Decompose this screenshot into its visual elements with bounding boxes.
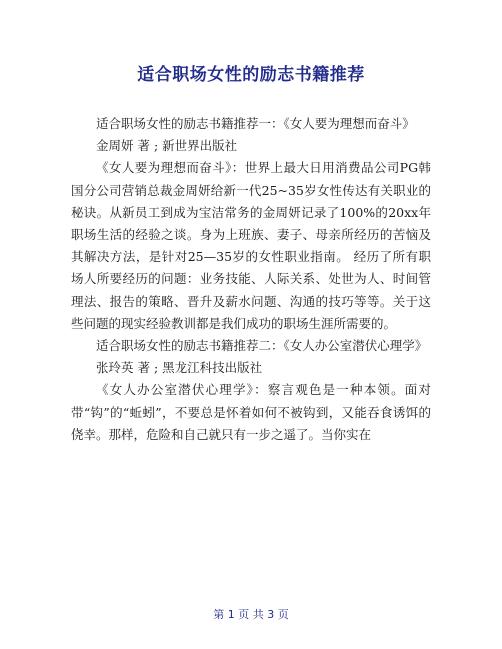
page-title: 适合职场女性的励志书籍推荐 — [137, 65, 365, 85]
paragraph-book-2-description: 《女人办公室潜伏心理学》：察言观色是一种本领。面对带“钩”的“蚯蚓”，不要总是怀着如何不被钩到，又能吞食诱饵的侥幸。那样，危险和自己就只有一步之遥了。当你实在 — [71, 382, 431, 442]
paragraph-recommendation-1-heading: 适合职场女性的励志书籍推荐一：《女人要为理想而奋斗》 — [96, 116, 415, 131]
paragraph-book-1-author: 金周妍 著 ; 新世界出版社 — [96, 138, 238, 154]
paragraph-recommendation-2-heading: 适合职场女性的励志书籍推荐二：《女人办公室潜伏心理学》 — [96, 338, 428, 354]
paragraph-book-2-author: 张玲英 著 ; 黑龙江科技出版社 — [96, 360, 263, 376]
paragraph-book-1-description: 《女人要为理想而奋斗》：世界上最大日用消费品公司PG韩国分公司营销总裁金周妍给新一代25~35岁女性传达有关职业的秘诀。从新员工到成为宝洁常务的金周妍记录了100%的20xx年职场生活的经验之谈。身为上班族、妻子、母亲所经历的苦恼及其解决方法，是针对25—35岁的女性职业指南。 经历了所有职场人所要经历的问题：业务技能、人际关系、处世为人、时间管理法、报告的策略、晋升及薪水问题、沟通的技巧等等。关于这些问题的现实经验教训都是我们成功的职场生涯所需要的。 — [71, 160, 431, 331]
page-footer: 第 1 页 共 3 页 — [213, 608, 289, 621]
document-body — [71, 113, 431, 446]
